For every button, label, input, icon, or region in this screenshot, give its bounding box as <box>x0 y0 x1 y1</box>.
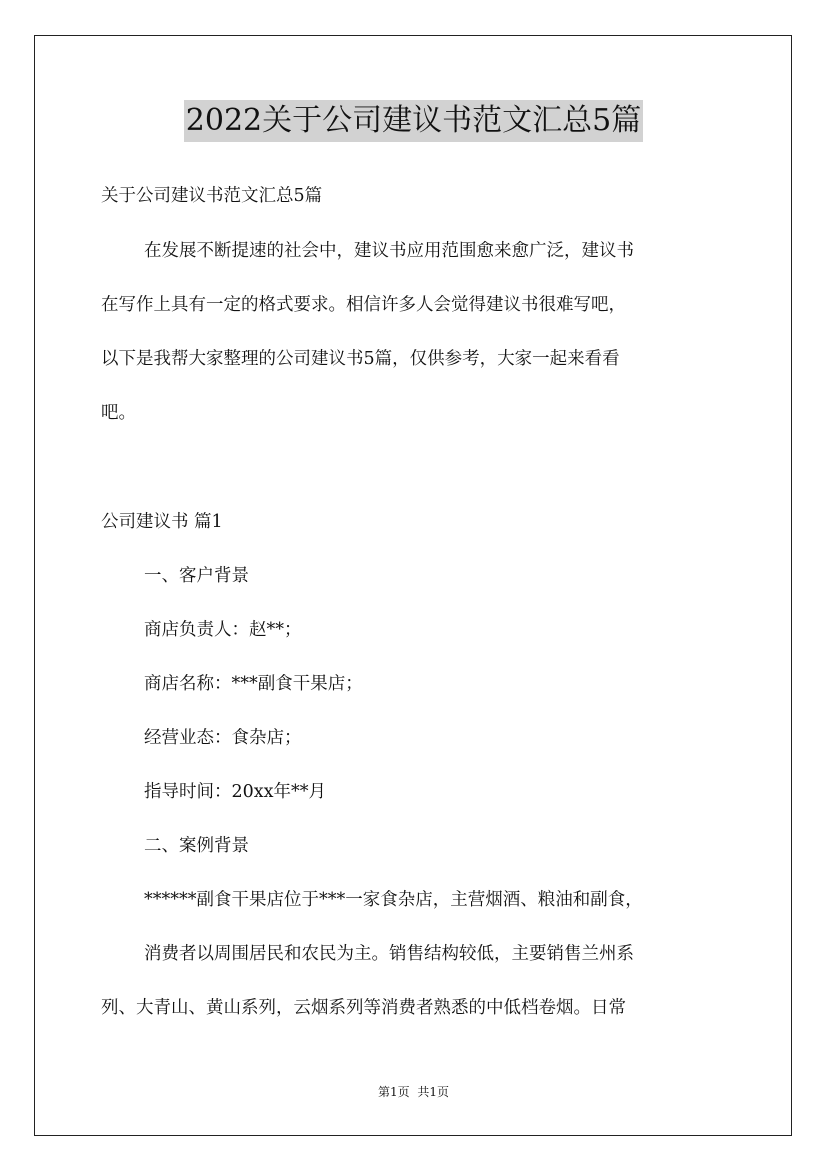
item-guidance-time: 指导时间：20xx年**月 <box>144 782 327 802</box>
intro-line-1: 在发展不断提速的社会中，建议书应用范围愈来愈广泛，建议书 <box>144 241 634 261</box>
item-case-line-1: ******副食干果店位于***一家食杂店，主营烟酒、粮油和副食， <box>144 890 643 910</box>
item-case-line-2: 消费者以周围居民和农民为主。销售结构较低，主要销售兰州系 <box>144 944 634 964</box>
item-case-line-3: 列、大青山、黄山系列，云烟系列等消费者熟悉的中低档卷烟。日常 <box>101 998 626 1018</box>
document-title: 2022关于公司建议书范文汇总5篇 <box>184 100 643 142</box>
section-heading: 公司建议书 篇1 <box>101 512 223 532</box>
item-customer-background: 一、客户背景 <box>144 566 249 586</box>
intro-line-3: 以下是我帮大家整理的公司建议书5篇，仅供参考，大家一起来看看 <box>101 349 620 369</box>
page-number: 第1页 <box>377 1085 410 1099</box>
page-footer <box>0 1083 827 1100</box>
intro-line-4: 吧。 <box>101 403 136 423</box>
item-business-type: 经营业态：食杂店； <box>144 728 302 748</box>
intro-line-2: 在写作上具有一定的格式要求。相信许多人会觉得建议书很难写吧， <box>101 295 626 315</box>
title-container <box>0 100 827 142</box>
item-case-background: 二、案例背景 <box>144 836 249 856</box>
item-store-owner: 商店负责人：赵**； <box>144 620 302 640</box>
document-subtitle: 关于公司建议书范文汇总5篇 <box>101 186 323 206</box>
page-total: 共1页 <box>417 1085 450 1099</box>
item-store-name: 商店名称：***副食干果店； <box>144 674 363 694</box>
